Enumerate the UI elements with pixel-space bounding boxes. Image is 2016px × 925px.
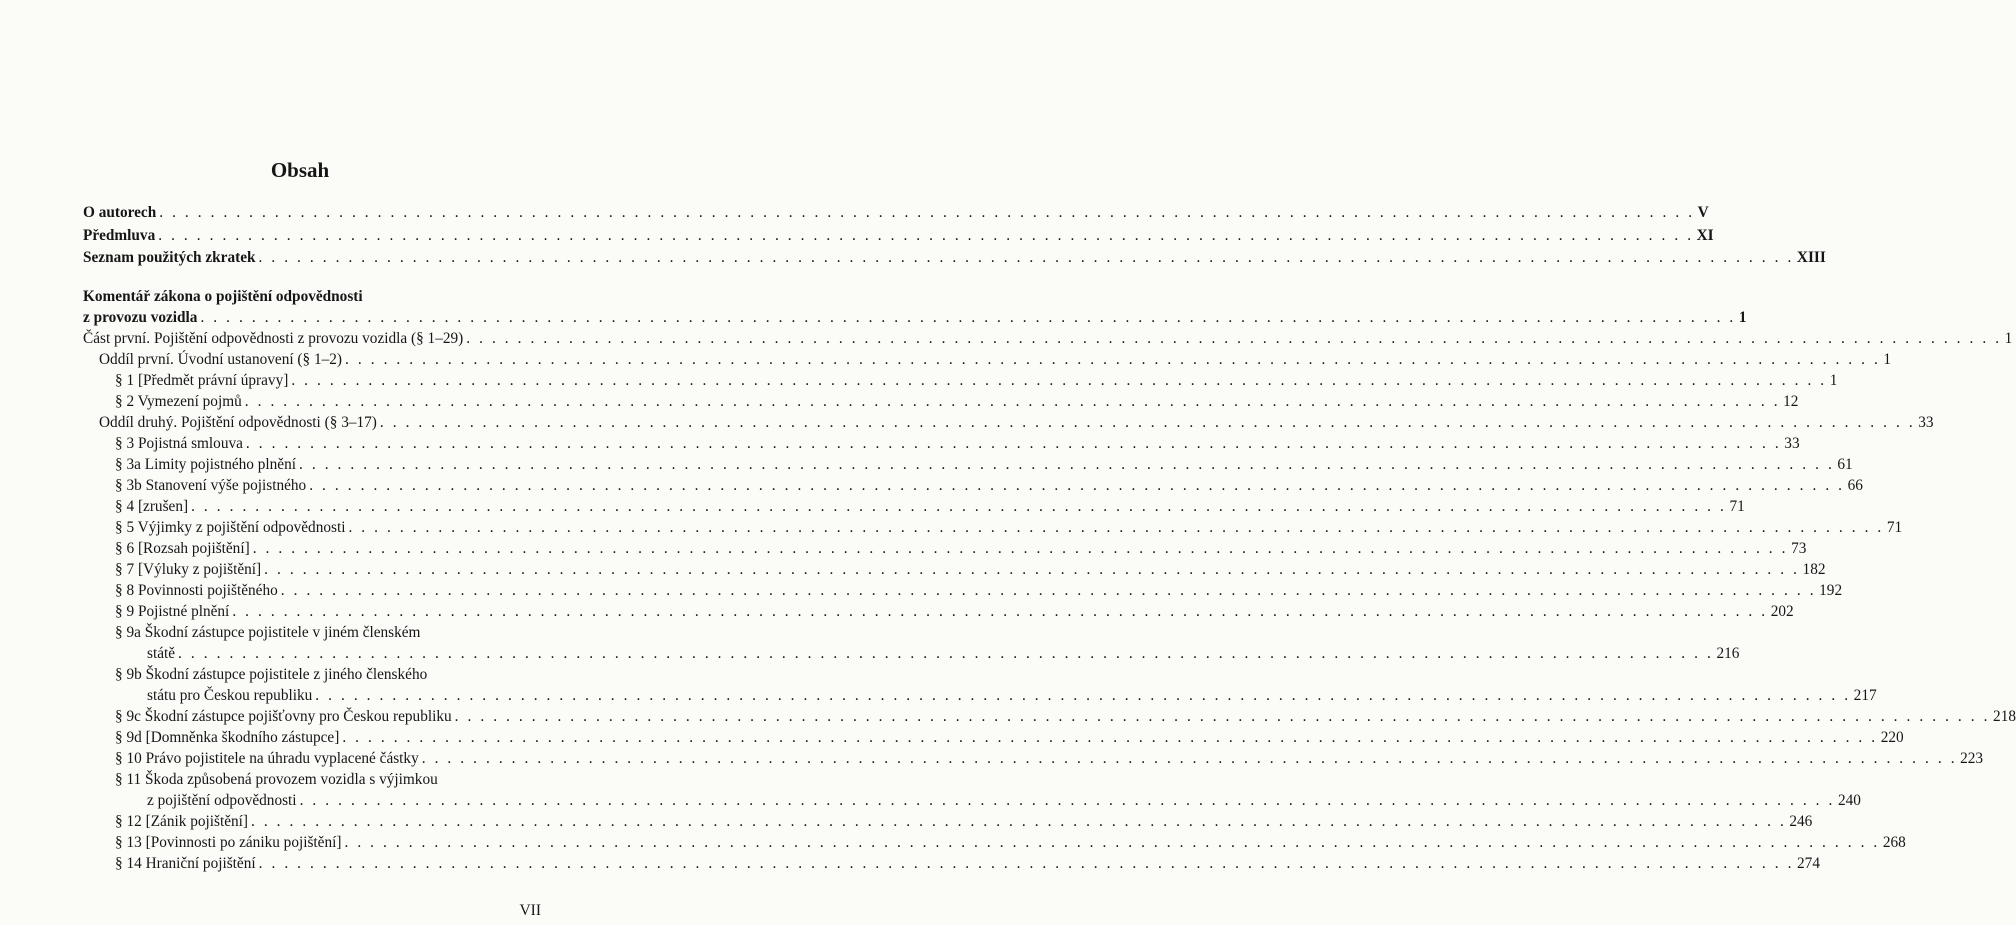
- page-number: VII: [519, 902, 541, 919]
- toc-entry-page: 61: [1837, 456, 1853, 473]
- toc-entry-page: 12: [1783, 393, 1799, 410]
- toc-entry[interactable]: [83, 832, 1906, 853]
- toc-entry[interactable]: [83, 433, 1800, 454]
- toc-entry[interactable]: [83, 286, 541, 307]
- toc-entry-label: § 8 Povinnosti pojištěného: [115, 582, 278, 599]
- dot-leader: . . . . . . . . . . . . . . . . . . . . . . . . . . . . . . . . . . . . . . . . . . . . . . . . . . . . . . . . . . . . . . . . . . . . . . . . . . . . . . . . . . . . . . . . . . . . . . . . . . . . . . . . . . . . . . . . . . . . . . . .: [159, 204, 1695, 221]
- toc-entry[interactable]: [83, 454, 1853, 475]
- toc-entry[interactable]: [83, 580, 1843, 601]
- dot-leader: . . . . . . . . . . . . . . . . . . . . . . . . . . . . . . . . . . . . . . . . . . . . . . . . . . . . . . . . . . . . . . . . . . . . . . . . . . . . . . . . . . . . . . . . . . . . . . . . . . . . . . . . . . . . . . . . . . . . . . . .: [344, 834, 1880, 851]
- dot-leader: . . . . . . . . . . . . . . . . . . . . . . . . . . . . . . . . . . . . . . . . . . . . . . . . . . . . . . . . . . . . . . . . . . . . . . . . . . . . . . . . . . . . . . . . . . . . . . . . . . . . . . . . . . . . . . . . . . . . . . . .: [315, 687, 1851, 704]
- dot-leader: . . . . . . . . . . . . . . . . . . . . . . . . . . . . . . . . . . . . . . . . . . . . . . . . . . . . . . . . . . . . . . . . . . . . . . . . . . . . . . . . . . . . . . . . . . . . . . . . . . . . . . . . . . . . . . . . . . . . . . . .: [258, 249, 1794, 266]
- toc-entry-page: 1: [1738, 309, 1747, 326]
- toc-entry-label: státu pro Českou republiku: [147, 687, 313, 704]
- toc-entry-label: § 7 [Výluky z pojištění]: [115, 561, 262, 578]
- toc-entry[interactable]: [83, 853, 1820, 874]
- toc-entry[interactable]: [83, 225, 1714, 248]
- toc-entry-page: 220: [1880, 729, 1904, 746]
- toc-entry-page: 71: [1729, 498, 1745, 515]
- toc-entry-page: V: [1697, 204, 1709, 221]
- toc-entry[interactable]: [83, 727, 1904, 748]
- toc-entry-page: 33: [1784, 435, 1800, 452]
- toc-entry[interactable]: [83, 769, 541, 790]
- toc-entry-page: 73: [1791, 540, 1807, 557]
- toc-entry-page: 192: [1819, 582, 1843, 599]
- toc-entry-page: 216: [1716, 645, 1740, 662]
- toc-entry-label: Komentář zákona o pojištění odpovědnosti: [83, 288, 363, 305]
- dot-leader: . . . . . . . . . . . . . . . . . . . . . . . . . . . . . . . . . . . . . . . . . . . . . . . . . . . . . . . . . . . . . . . . . . . . . . . . . . . . . . . . . . . . . . . . . . . . . . . . . . . . . . . . . . . . . . . . . . . . . . . .: [299, 792, 1835, 809]
- toc-entry-label: Seznam použitých zkratek: [83, 249, 256, 266]
- dot-leader: . . . . . . . . . . . . . . . . . . . . . . . . . . . . . . . . . . . . . . . . . . . . . . . . . . . . . . . . . . . . . . . . . . . . . . . . . . . . . . . . . . . . . . . . . . . . . . . . . . . . . . . . . . . . . . . . . . . . . . . .: [291, 372, 1827, 389]
- toc-entry-label: § 13 [Povinnosti po zániku pojištění]: [115, 834, 342, 851]
- toc-entry-page: 217: [1853, 687, 1877, 704]
- toc-entry[interactable]: [83, 202, 1709, 225]
- toc-entry-page: 223: [1960, 750, 1984, 767]
- toc-entry[interactable]: [83, 811, 1813, 832]
- toc-entry[interactable]: [83, 643, 1740, 664]
- toc-entry[interactable]: [83, 790, 1861, 811]
- toc-entry-label: § 3b Stanovení výše pojistného: [115, 477, 307, 494]
- toc-entry-label: Předmluva: [83, 226, 156, 244]
- dot-leader: . . . . . . . . . . . . . . . . . . . . . . . . . . . . . . . . . . . . . . . . . . . . . . . . . . . . . . . . . . . . . . . . . . . . . . . . . . . . . . . . . . . . . . . . . . . . . . . . . . . . . . . . . . . . . . . . . . . . . . . .: [232, 603, 1768, 620]
- toc-entry[interactable]: [83, 391, 1799, 412]
- toc-entry-label: § 12 [Zánik pojištění]: [115, 813, 248, 830]
- toc-entry-label: § 9d [Domněnka škodního zástupce]: [115, 729, 340, 746]
- toc-entry[interactable]: [83, 496, 1745, 517]
- toc-entry[interactable]: [83, 517, 1903, 538]
- toc-entry-label: § 4 [zrušen]: [115, 498, 189, 515]
- toc-entry-label: § 11 Škoda způsobená provozem vozidla s výjimkou: [115, 771, 438, 788]
- dot-leader: . . . . . . . . . . . . . . . . . . . . . . . . . . . . . . . . . . . . . . . . . . . . . . . . . . . . . . . . . . . . . . . . . . . . . . . . . . . . . . . . . . . . . . . . . . . . . . . . . . . . . . . . . . . . . . . . . . . . . . . .: [299, 456, 1835, 473]
- dot-leader: . . . . . . . . . . . . . . . . . . . . . . . . . . . . . . . . . . . . . . . . . . . . . . . . . . . . . . . . . . . . . . . . . . . . . . . . . . . . . . . . . . . . . . . . . . . . . . . . . . . . . . . . . . . . . . . . . . . . . . . .: [191, 498, 1727, 515]
- toc-entry[interactable]: [83, 370, 1838, 391]
- toc-entry[interactable]: [83, 349, 1892, 370]
- toc-entry[interactable]: [83, 664, 541, 685]
- toc-entry-page: 66: [1847, 477, 1863, 494]
- toc-entry[interactable]: [83, 412, 1934, 433]
- dot-leader: . . . . . . . . . . . . . . . . . . . . . . . . . . . . . . . . . . . . . . . . . . . . . . . . . . . . . . . . . . . . . . . . . . . . . . . . . . . . . . . . . . . . . . . . . . . . . . . . . . . . . . . . . . . . . . . . . . . . . . . .: [244, 393, 1781, 410]
- toc-entry-label: § 9b Škodní zástupce pojistitele z jiného členského: [115, 666, 428, 683]
- toc-entry-page: 240: [1837, 792, 1861, 809]
- toc-entry-label: § 6 [Rozsah pojištění]: [115, 540, 250, 557]
- toc-entry[interactable]: [83, 601, 1794, 622]
- toc-entry-label: § 14 Hraniční pojištění: [115, 855, 256, 872]
- toc-entry-page: 182: [1802, 561, 1826, 578]
- toc-entry[interactable]: [83, 247, 1826, 270]
- toc-entry-label: Oddíl první. Úvodní ustanovení (§ 1–2): [99, 351, 343, 368]
- toc-entry-page: XI: [1696, 226, 1714, 244]
- dot-leader: . . . . . . . . . . . . . . . . . . . . . . . . . . . . . . . . . . . . . . . . . . . . . . . . . . . . . . . . . . . . . . . . . . . . . . . . . . . . . . . . . . . . . . . . . . . . . . . . . . . . . . . . . . . . . . . . . . . . . . . .: [158, 226, 1694, 244]
- toc-entry-label: § 9a Škodní zástupce pojistitele v jiném členském: [115, 624, 421, 641]
- dot-leader: . . . . . . . . . . . . . . . . . . . . . . . . . . . . . . . . . . . . . . . . . . . . . . . . . . . . . . . . . . . . . . . . . . . . . . . . . . . . . . . . . . . . . . . . . . . . . . . . . . . . . . . . . . . . . . . . . . . . . . . .: [178, 645, 1714, 662]
- toc-entry-page: 218: [1993, 708, 2016, 725]
- dot-leader: . . . . . . . . . . . . . . . . . . . . . . . . . . . . . . . . . . . . . . . . . . . . . . . . . . . . . . . . . . . . . . . . . . . . . . . . . . . . . . . . . . . . . . . . . . . . . . . . . . . . . . . . . . . . . . . . . . . . . . . .: [258, 855, 1795, 872]
- toc-front-matter: [83, 202, 1826, 270]
- toc-entry[interactable]: [83, 748, 1984, 769]
- toc-entry-label: Oddíl druhý. Pojištění odpovědnosti (§ 3–17): [99, 414, 377, 431]
- dot-leader: . . . . . . . . . . . . . . . . . . . . . . . . . . . . . . . . . . . . . . . . . . . . . . . . . . . . . . . . . . . . . . . . . . . . . . . . . . . . . . . . . . . . . . . . . . . . . . . . . . . . . . . . . . . . . . . . . . . . . . . .: [250, 813, 1787, 830]
- toc-entry-page: 1: [1883, 351, 1892, 368]
- toc-entry[interactable]: [83, 622, 541, 643]
- toc-entry-label: § 1 [Předmět právní úpravy]: [115, 372, 289, 389]
- toc-entry-label: § 9 Pojistné plnění: [115, 603, 230, 620]
- toc-entry-page: 1: [2004, 330, 2013, 347]
- toc-entry-page: 274: [1797, 855, 1820, 872]
- toc-entry-label: § 10 Právo pojistitele na úhradu vyplacené částky: [115, 750, 419, 767]
- dot-leader: . . . . . . . . . . . . . . . . . . . . . . . . . . . . . . . . . . . . . . . . . . . . . . . . . . . . . . . . . . . . . . . . . . . . . . . . . . . . . . . . . . . . . . . . . . . . . . . . . . . . . . . . . . . . . . . . . . . . . . . .: [466, 330, 2002, 347]
- toc-entry[interactable]: [83, 685, 1877, 706]
- dot-leader: . . . . . . . . . . . . . . . . . . . . . . . . . . . . . . . . . . . . . . . . . . . . . . . . . . . . . . . . . . . . . . . . . . . . . . . . . . . . . . . . . . . . . . . . . . . . . . . . . . . . . . . . . . . . . . . . . . . . . . . .: [252, 540, 1789, 557]
- toc-entry-page: 1: [1829, 372, 1838, 389]
- toc-entry-label: O autorech: [83, 204, 157, 221]
- toc-entry-page: 202: [1770, 603, 1794, 620]
- toc-entry[interactable]: [83, 475, 1863, 496]
- toc-entry-label: § 2 Vymezení pojmů: [115, 393, 242, 410]
- dot-leader: . . . . . . . . . . . . . . . . . . . . . . . . . . . . . . . . . . . . . . . . . . . . . . . . . . . . . . . . . . . . . . . . . . . . . . . . . . . . . . . . . . . . . . . . . . . . . . . . . . . . . . . . . . . . . . . . . . . . . . . .: [245, 435, 1782, 452]
- toc-entry[interactable]: [83, 307, 1747, 328]
- toc-entry[interactable]: [83, 328, 2013, 349]
- toc-entry-page: XIII: [1796, 249, 1826, 266]
- dot-leader: . . . . . . . . . . . . . . . . . . . . . . . . . . . . . . . . . . . . . . . . . . . . . . . . . . . . . . . . . . . . . . . . . . . . . . . . . . . . . . . . . . . . . . . . . . . . . . . . . . . . . . . . . . . . . . . . . . . . . . . .: [348, 519, 1884, 536]
- toc-entry[interactable]: [83, 706, 2016, 727]
- toc-main: [83, 286, 2016, 874]
- toc-entry-page: 71: [1886, 519, 1903, 536]
- toc-entry-label: státě: [147, 645, 176, 662]
- page-title: Obsah: [270, 158, 330, 182]
- toc-entry[interactable]: [83, 538, 1807, 559]
- dot-leader: . . . . . . . . . . . . . . . . . . . . . . . . . . . . . . . . . . . . . . . . . . . . . . . . . . . . . . . . . . . . . . . . . . . . . . . . . . . . . . . . . . . . . . . . . . . . . . . . . . . . . . . . . . . . . . . . . . . . . . . .: [264, 561, 1800, 578]
- toc-entry-label: z pojištění odpovědnosti: [147, 792, 297, 809]
- toc-entry-label: Část první. Pojištění odpovědnosti z provozu vozidla (§ 1–29): [83, 330, 464, 347]
- toc-entry-label: § 5 Výjimky z pojištění odpovědnosti: [115, 519, 346, 536]
- toc-entry-label: z provozu vozidla: [83, 309, 198, 326]
- toc-entry-page: 246: [1789, 813, 1813, 830]
- dot-leader: . . . . . . . . . . . . . . . . . . . . . . . . . . . . . . . . . . . . . . . . . . . . . . . . . . . . . . . . . . . . . . . . . . . . . . . . . . . . . . . . . . . . . . . . . . . . . . . . . . . . . . . . . . . . . . . . . . . . . . . .: [379, 414, 1916, 431]
- dot-leader: . . . . . . . . . . . . . . . . . . . . . . . . . . . . . . . . . . . . . . . . . . . . . . . . . . . . . . . . . . . . . . . . . . . . . . . . . . . . . . . . . . . . . . . . . . . . . . . . . . . . . . . . . . . . . . . . . . . . . . . .: [345, 351, 1881, 368]
- toc-entry-label: § 3 Pojistná smlouva: [115, 435, 243, 452]
- dot-leader: . . . . . . . . . . . . . . . . . . . . . . . . . . . . . . . . . . . . . . . . . . . . . . . . . . . . . . . . . . . . . . . . . . . . . . . . . . . . . . . . . . . . . . . . . . . . . . . . . . . . . . . . . . . . . . . . . . . . . . . .: [342, 729, 1878, 746]
- toc-entry-label: § 3a Limity pojistného plnění: [115, 456, 296, 473]
- dot-leader: . . . . . . . . . . . . . . . . . . . . . . . . . . . . . . . . . . . . . . . . . . . . . . . . . . . . . . . . . . . . . . . . . . . . . . . . . . . . . . . . . . . . . . . . . . . . . . . . . . . . . . . . . . . . . . . . . . . . . . . .: [421, 750, 1958, 767]
- dot-leader: . . . . . . . . . . . . . . . . . . . . . . . . . . . . . . . . . . . . . . . . . . . . . . . . . . . . . . . . . . . . . . . . . . . . . . . . . . . . . . . . . . . . . . . . . . . . . . . . . . . . . . . . . . . . . . . . . . . . . . . .: [309, 477, 1845, 494]
- dot-leader: . . . . . . . . . . . . . . . . . . . . . . . . . . . . . . . . . . . . . . . . . . . . . . . . . . . . . . . . . . . . . . . . . . . . . . . . . . . . . . . . . . . . . . . . . . . . . . . . . . . . . . . . . . . . . . . . . . . . . . . .: [280, 582, 1817, 599]
- toc-entry-label: § 9c Škodní zástupce pojišťovny pro Českou republiku: [115, 708, 452, 725]
- toc-entry-page: 268: [1882, 834, 1906, 851]
- dot-leader: . . . . . . . . . . . . . . . . . . . . . . . . . . . . . . . . . . . . . . . . . . . . . . . . . . . . . . . . . . . . . . . . . . . . . . . . . . . . . . . . . . . . . . . . . . . . . . . . . . . . . . . . . . . . . . . . . . . . . . . .: [454, 708, 1991, 725]
- toc-entry-page: 33: [1918, 414, 1934, 431]
- toc-entry[interactable]: [83, 559, 1826, 580]
- dot-leader: . . . . . . . . . . . . . . . . . . . . . . . . . . . . . . . . . . . . . . . . . . . . . . . . . . . . . . . . . . . . . . . . . . . . . . . . . . . . . . . . . . . . . . . . . . . . . . . . . . . . . . . . . . . . . . . . . . . . . . . .: [200, 309, 1736, 326]
